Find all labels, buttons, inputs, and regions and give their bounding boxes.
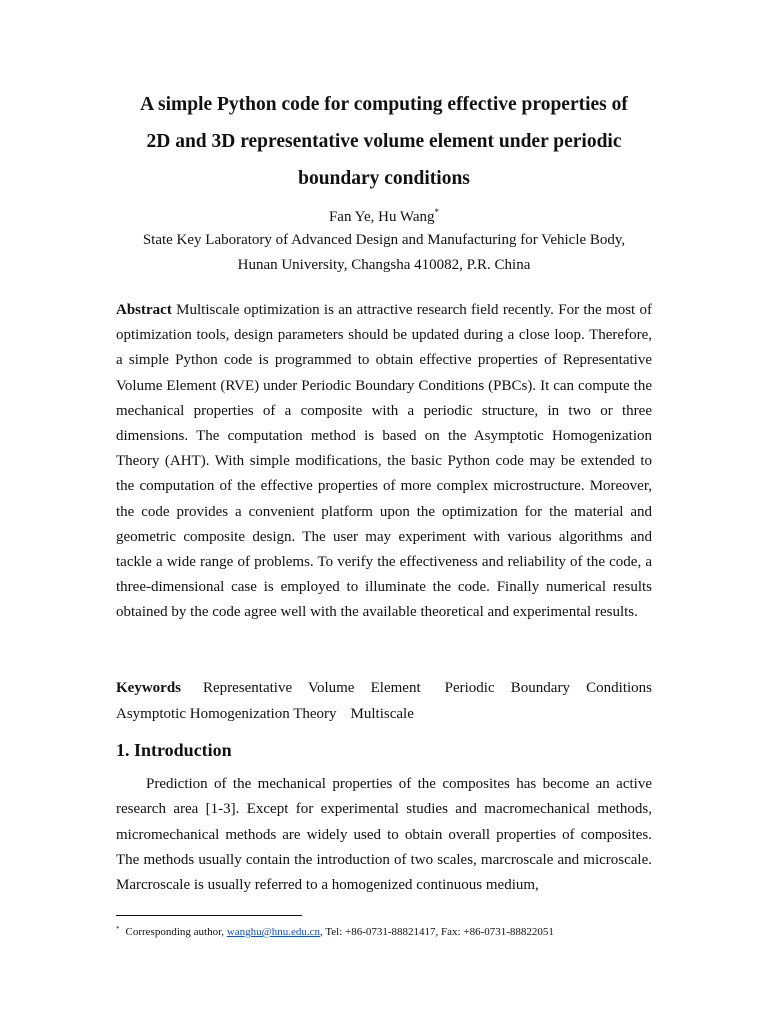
footnote-prefix: Corresponding author, [125,926,225,938]
footnote-mark: * [116,925,120,933]
footnote [116,921,554,940]
affiliation-line-1: State Key Laboratory of Advanced Design and Manufacturing for Vehicle Body, [142,232,626,248]
corresponding-mark: * [434,207,440,217]
authors [96,202,672,227]
abstract-label: Abstract [116,302,172,318]
title-line-1: A simple Python code for computing effective properties of [140,94,628,115]
email-link[interactable]: wanghu@hnu.edu.cn [226,926,321,938]
keywords-label: Keywords [116,680,181,696]
section-heading-introduction: 1. Introduction [116,740,232,760]
footnote-contact: , Tel: +86-0731-88821417, Fax: +86-0731-88822051 [320,926,554,938]
keyword-item: Periodic Boundary Conditions [444,680,652,696]
keyword-item: Representative Volume Element [203,680,421,696]
introduction-paragraph: Prediction of the mechanical properties of the composites has become an active research area [1-3]. Except for experimental studies and macromechanical methods, micromechanical methods are widely used to obtain overall properties of composites. The methods usually contain the introduction of two scales, marcroscale and microscale. Marcroscale is usually referred to a homogenized continuous medium, [116,776,652,894]
keyword-item: Multiscale [350,705,414,722]
keywords [116,676,652,727]
paper-title [96,86,672,197]
affiliation-line-2: Hunan University, Changsha 410082, P.R. China [237,257,531,273]
footnote-divider [116,915,302,916]
author-names: Fan Ye, Hu Wang [328,209,435,225]
title-line-3: boundary conditions [298,168,470,189]
keyword-item: Asymptotic Homogenization Theory [116,705,337,722]
abstract [116,298,652,626]
affiliation [96,228,672,278]
abstract-text: Multiscale optimization is an attractive research field recently. For the most of optimization tools, design parameters should be updated during a close loop. Therefore, a simple Python code is programmed to obtain effective properties of Representative Volume Element (RVE) under Periodic Boundary Conditions (PBCs). It can compute the mechanical properties of a composite with a periodic structure, in two or three dimensions. The computation method is based on the Asymptotic Homogenization Theory (AHT). With simple modifications, the basic Python code may be extended to the computation of the effective properties of more complex microstructure. Moreover, the code provides a convenient platform upon the optimization for the material and geometric composite design. The user may experiment with various algorithms and tackle a wide range of problems. To verify the effectiveness and reliability of the code, a three-dimensional case is employed to illuminate the code. Finally numerical results obtained by the code agree well with the available theoretical and experimental results. [116,302,653,621]
title-line-2: 2D and 3D representative volume element under periodic [146,131,622,152]
